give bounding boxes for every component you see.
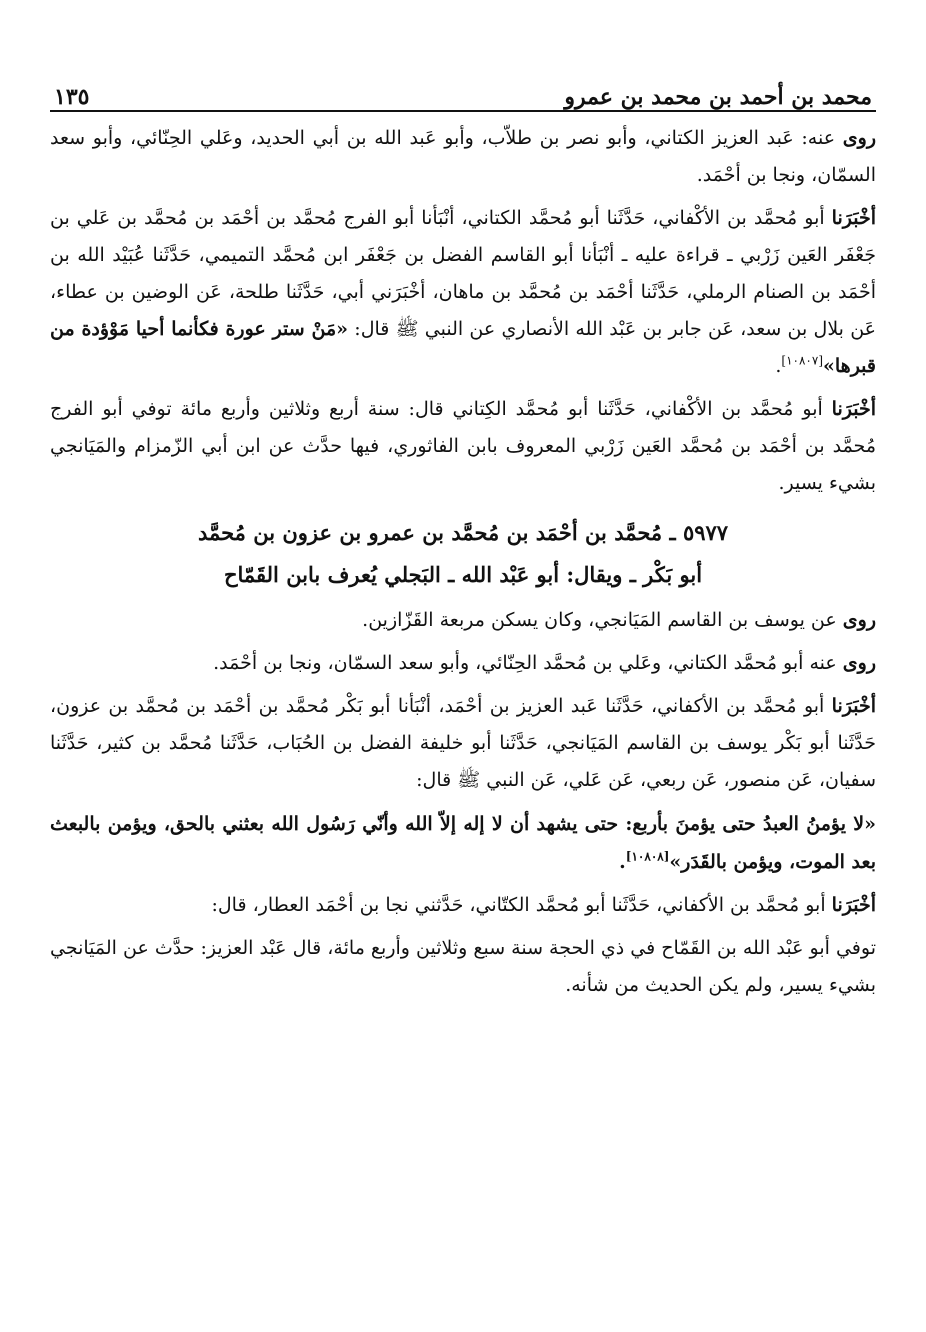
hadith-paragraph bbox=[50, 805, 876, 881]
running-header-title: محمد بن أحمد بن محمد بن عمرو bbox=[564, 84, 872, 110]
paragraph bbox=[50, 645, 876, 682]
paragraph bbox=[50, 887, 876, 924]
paragraph-lead-word: أخْبَرَنا bbox=[831, 695, 876, 717]
paragraph bbox=[50, 200, 876, 385]
paragraph-lead-word: روى bbox=[842, 127, 876, 149]
paragraph-text: عنه أبو مُحمَّد الكتاني، وعَلي بن مُحمَّد الحِنّائي، وأبو سعد السمّان، ونجا بن أحْمَد. bbox=[213, 652, 843, 674]
paragraph-text: عن يوسف بن القاسم المَيَانجي، وكان يسكن مربعة القَزّازين. bbox=[362, 609, 843, 631]
footnote-reference: [١٠٨٠٧] bbox=[781, 353, 824, 368]
book-page bbox=[50, 70, 876, 1310]
footnote-reference: [١٠٨٠٨] bbox=[625, 849, 670, 864]
paragraph-text: أبو مُحمَّد بن الأكْفاني، حَدَّثَنا أبو مُحمَّد الكتاني، أنْبَأنا أبو الفرج مُحمَّد بن أحْمَد بن مُحمَّد بن عَلي بن جَعْفَر العَين زَرْبي ـ قراءة عليه ـ أنْبَأنا أبو القاسم الفضل بن جَعْفَر ابن مُحمَّد التميمي، حَدَّثَنا عُبَيْد الله بن أحْمَد بن الصنام الرملي، حَدَّثَنا أحْمَد بن مُحمَّد بن ماهان، أخْبَرَني أبي، حَدَّثَنا طلحة، عَن الوضين بن عطاء، عَن بلال بن سعد، عَن جابر بن عَبْد الله الأنصاري عن النبي ﷺ قال: bbox=[50, 207, 876, 340]
page-number: ١٣٥ bbox=[54, 84, 90, 110]
paragraph-tail: . bbox=[619, 851, 626, 873]
entry-heading-line-2: أبو بَكْر ـ ويقال: أبو عَبْد الله ـ البَجلي يُعرف بابن القَمّاح bbox=[223, 562, 703, 587]
paragraph bbox=[50, 120, 876, 194]
paragraph-lead-word: أخْبَرَنا bbox=[831, 894, 876, 916]
hadith-quote: «لا يؤمنُ العبدُ حتى يؤمنَ بأربع: حتى يشهد أن لا إله إلاّ الله وأنّي رَسُول الله بعثني بالحق، ويؤمن بالبعث بعد الموت، ويؤمن بالقَدَر» bbox=[50, 813, 876, 873]
paragraph-tail: . bbox=[775, 355, 782, 377]
paragraph bbox=[50, 602, 876, 639]
running-header bbox=[50, 70, 876, 112]
paragraph-text: أبو مُحمَّد بن الأكْفاني، حَدَّثَنا أبو مُحمَّد الكِتاني قال: سنة أربع وثلاثين وأربع مائة توفي أبو الفرج مُحمَّد بن أحْمَد بن مُحمَّد العَين زَرْبي المعروف بابن الفاثوري، فيها حدَّث عن ابن أبي الزّمزام والمَيَانجي بشيء يسير. bbox=[50, 398, 876, 494]
paragraph bbox=[50, 391, 876, 502]
paragraph-lead-word: روى bbox=[842, 609, 876, 631]
paragraph-lead-word: أخْبَرَنا bbox=[831, 207, 876, 229]
paragraph-lead-word: روى bbox=[842, 652, 876, 674]
paragraph-lead-word: أخْبَرَنا bbox=[831, 398, 876, 420]
entry-heading bbox=[50, 512, 876, 596]
paragraph-text: أبو مُحمَّد بن الأكفاني، حَدَّثَنا أبو مُحمَّد الكتّاني، حَدَّثني نجا بن أحْمَد العطار، قال: bbox=[211, 894, 832, 916]
paragraph-text: توفي أبو عَبْد الله بن القَمّاح في ذي الحجة سنة سبع وثلاثين وأربع مائة، قال عَبْد العزيز: حدَّث عن المَيَانجي بشيء يسير، ولم يكن الحديث من شأنه. bbox=[50, 937, 876, 996]
paragraph-text: أبو مُحمَّد بن الأكفاني، حَدَّثَنا عَبد العزيز بن أحْمَد، أنْبَأنا أبو بَكْر مُحمَّد بن أحْمَد بن مُحمَّد بن عزون، حَدَّثَنا أبو بَكْر يوسف بن القاسم المَيَانجي، حَدَّثَنا أبو خليفة الفضل بن الحُبَاب، حَدَّثَنا مُحمَّد بن كثير، حَدَّثَنا سفيان، عَن منصور، عَن ربعي، عَن عَلي، عَن النبي ﷺ قال: bbox=[50, 695, 876, 791]
paragraph bbox=[50, 688, 876, 799]
entry-heading-line-1: ٥٩٧٧ ـ مُحمَّد بن أحْمَد بن مُحمَّد بن عمرو بن عزون بن مُحمَّد bbox=[197, 520, 729, 545]
body-text bbox=[50, 112, 876, 1004]
paragraph-text: عنه: عَبد العزيز الكتاني، وأبو نصر بن طلاّب، وأبو عَبد الله بن أبي الحديد، وعَلي الحِنّائي، وأبو سعد السمّان، ونجا بن أحْمَد. bbox=[50, 127, 876, 186]
paragraph bbox=[50, 930, 876, 1004]
hadith-quote: «مَنْ ستر عورة فكأنما أحيا مَوْؤدة من قبرها» bbox=[50, 318, 876, 377]
